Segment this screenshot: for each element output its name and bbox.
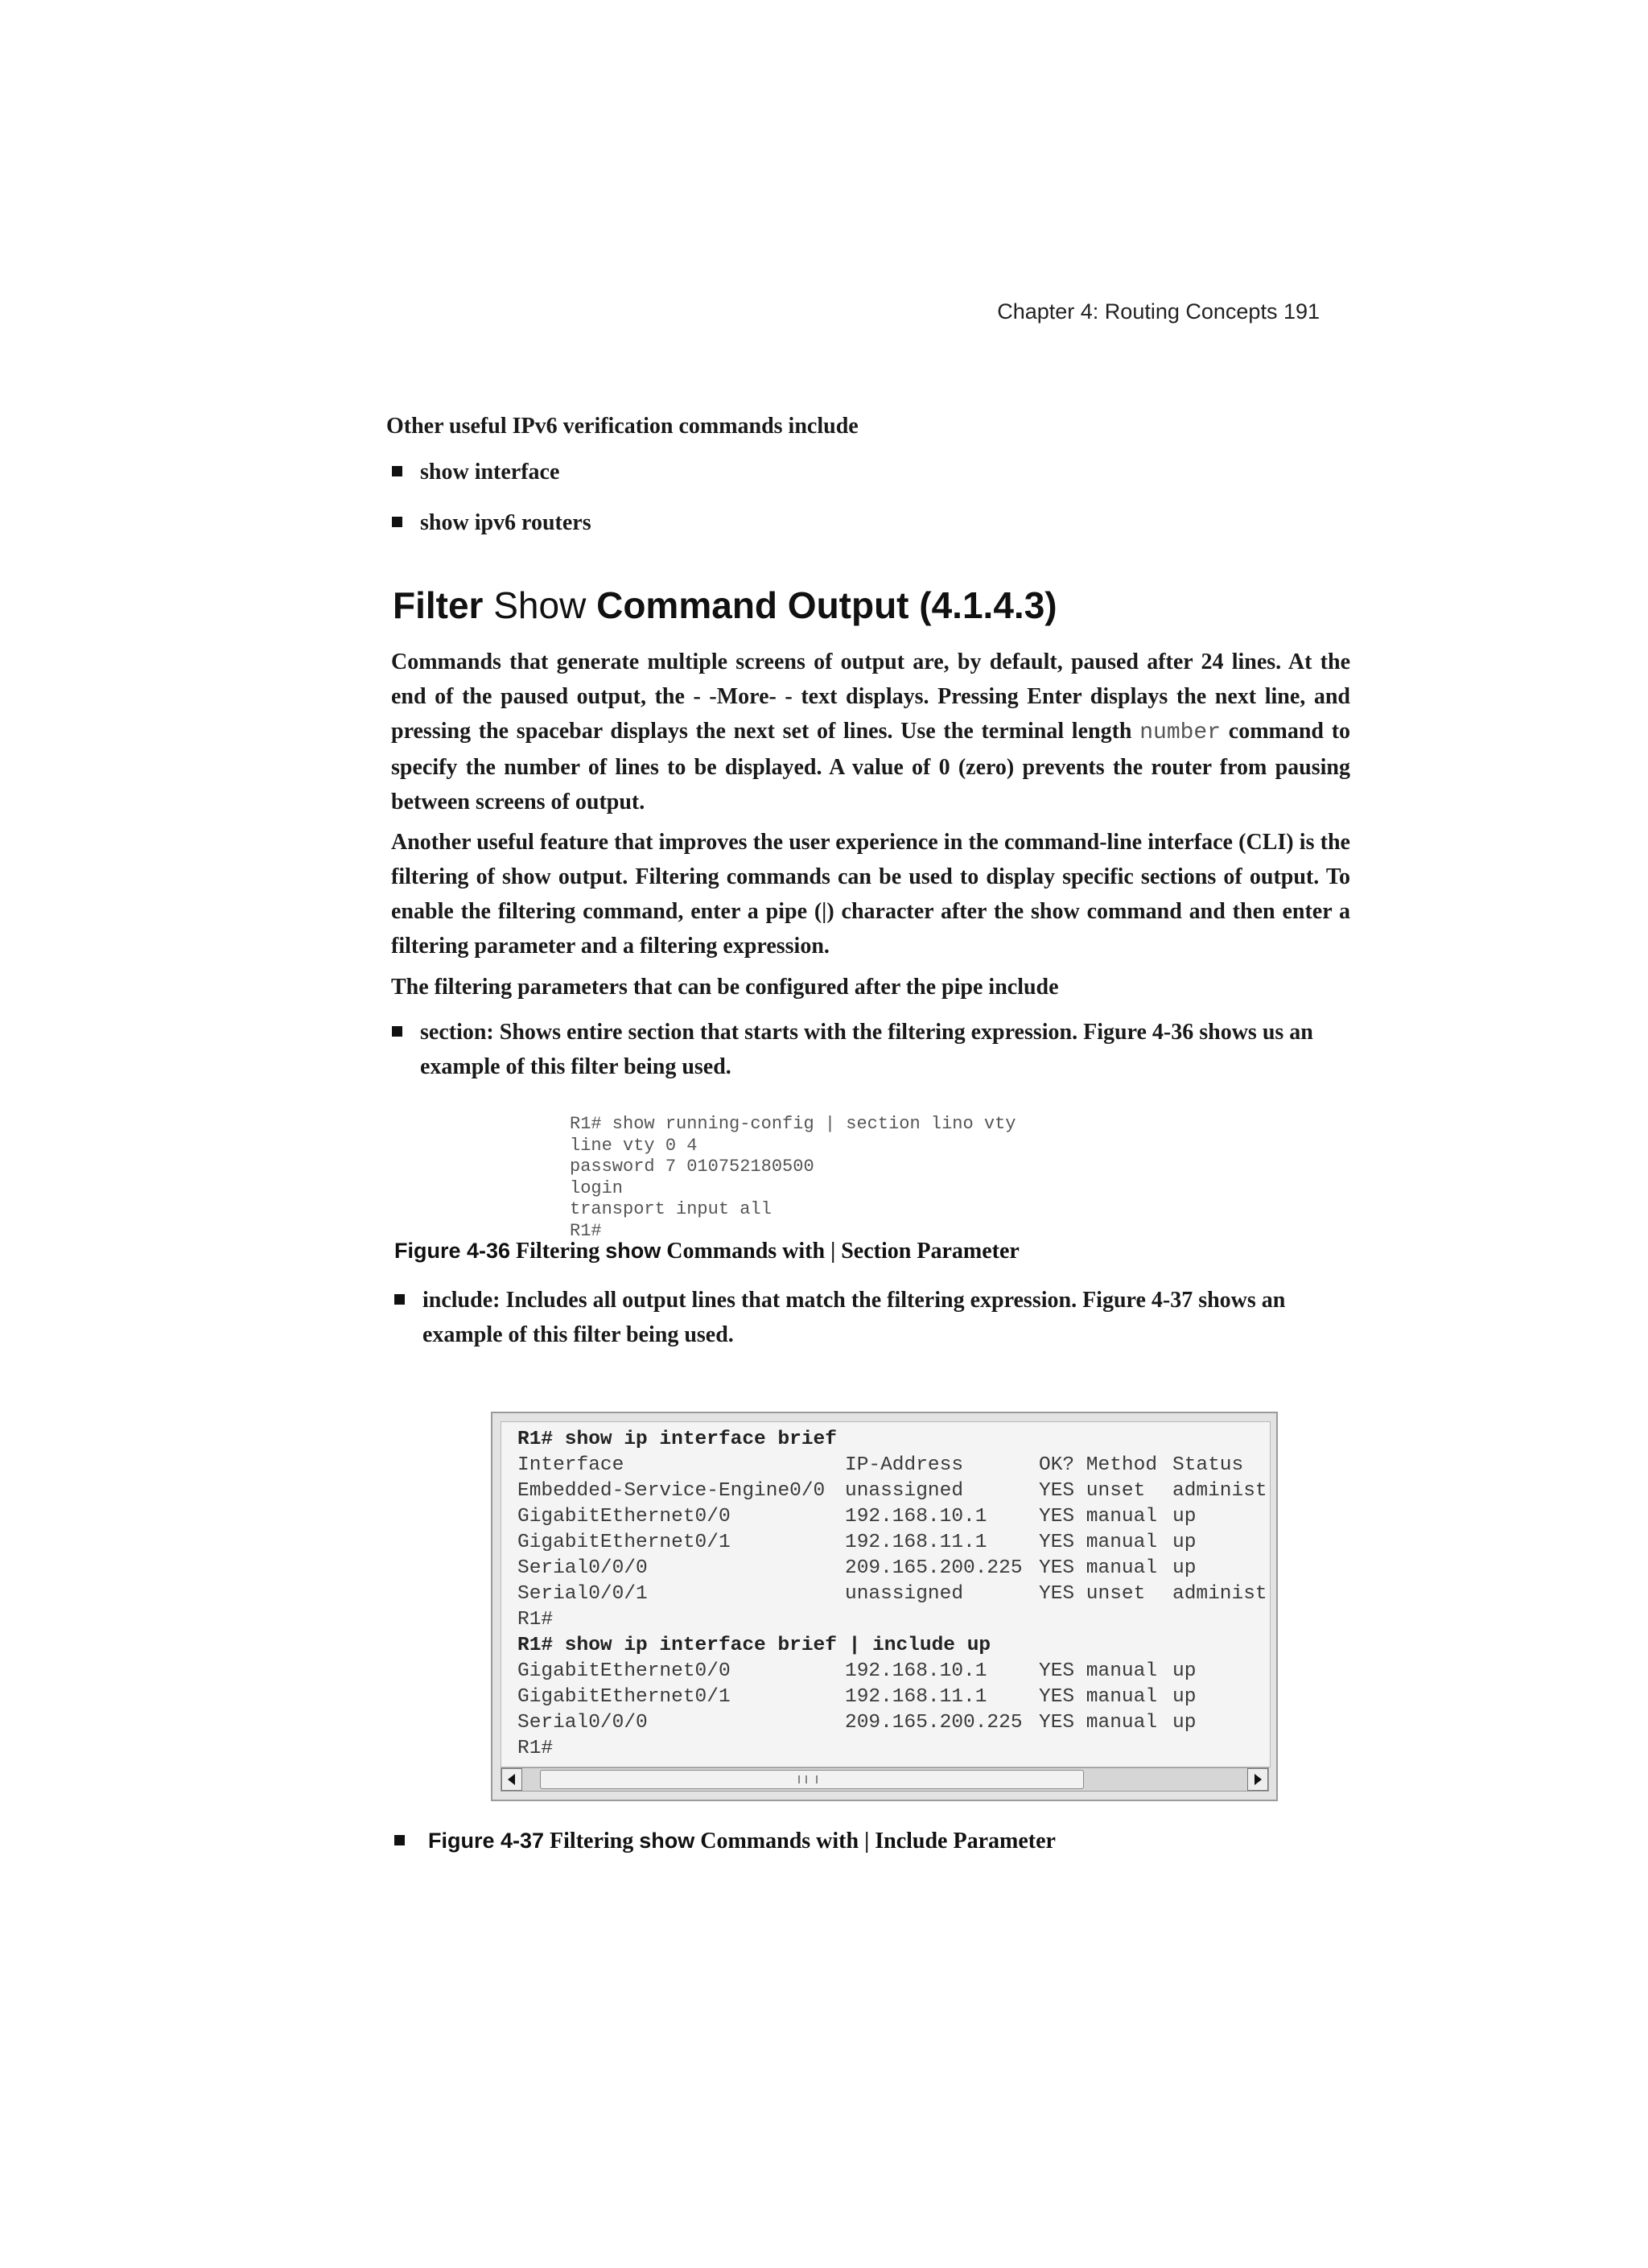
cell-ip: unassigned — [845, 1583, 964, 1605]
figure-4-36-text2: Commands with | Section Parameter — [666, 1239, 1020, 1264]
paragraph-filtering: Another useful feature that improves the user experience in the command-line interface (CLI) is the filtering of show output. Filtering commands can be used to display specific sections of output. To enable the filtering command, enter a pipe (|) character after the show command and then enter a filtering parameter and a filtering expression. — [391, 830, 1350, 959]
heading-part-output: Command Output (4.1.4.3) — [596, 584, 1057, 626]
cell-status: up — [1172, 1506, 1197, 1528]
figure-4-36-text1: Filtering — [516, 1239, 600, 1264]
cell-method: YES manual — [1039, 1712, 1158, 1734]
cell-method: YES manual — [1039, 1686, 1158, 1708]
cell-status: up — [1172, 1660, 1197, 1682]
section-heading — [393, 583, 1057, 627]
cell-interface: Serial0/0/0 — [517, 1712, 648, 1734]
bullet-include — [394, 1283, 1360, 1352]
bullet-square-icon — [394, 1835, 405, 1845]
intro-bullet-2-text: show ipv6 routers — [420, 510, 591, 535]
bullet-square-icon — [392, 1026, 402, 1037]
cell-method: YES unset — [1039, 1480, 1146, 1502]
cell-ip: 192.168.10.1 — [845, 1660, 987, 1682]
cell-interface: Serial0/0/1 — [517, 1583, 648, 1605]
arrow-right-icon — [1253, 1774, 1263, 1785]
intro-bullet-1-text: show interface — [420, 460, 560, 485]
cell-method: YES manual — [1039, 1660, 1158, 1682]
bullet-section-text: section: Shows entire section that starts with the filtering expression. Figure 4-36 shows us an example of this filter being used. — [420, 1020, 1313, 1079]
running-head: Chapter 4: Routing Concepts 191 — [997, 299, 1320, 324]
figure-4-37-label: Figure 4-37 — [428, 1829, 545, 1853]
cell-ip: unassigned — [845, 1480, 964, 1502]
cell-ip: 209.165.200.225 — [845, 1712, 1023, 1734]
horizontal-scrollbar[interactable] — [501, 1767, 1269, 1792]
col-status: Status — [1172, 1454, 1244, 1476]
bullet-square-icon — [394, 1294, 405, 1305]
cell-status: administ — [1172, 1480, 1267, 1502]
terminal-prompt: R1# — [517, 1738, 554, 1759]
col-ok-method: OK? Method — [1039, 1454, 1158, 1476]
figure-4-36-label: Figure 4-36 — [394, 1239, 511, 1263]
cell-interface: GigabitEthernet0/1 — [517, 1686, 731, 1708]
cell-method: YES unset — [1039, 1583, 1146, 1605]
cell-method: YES manual — [1039, 1532, 1158, 1553]
cell-interface: Serial0/0/0 — [517, 1557, 648, 1579]
cell-method: YES manual — [1039, 1506, 1158, 1528]
arrow-left-icon — [507, 1774, 517, 1785]
terminal-output — [501, 1421, 1271, 1767]
code-block-running-config: R1# show running-config | section lino vty line vty 0 4 password 7 010752180500 login transport input all R1# — [570, 1114, 1016, 1241]
bullet-square-icon — [392, 517, 402, 527]
cell-interface: GigabitEthernet0/1 — [517, 1532, 731, 1553]
cell-interface: GigabitEthernet0/0 — [517, 1506, 731, 1528]
heading-part-filter: Filter — [393, 584, 484, 626]
figure-4-36-keyword: show — [605, 1239, 661, 1263]
terminal-command-1: R1# show ip interface brief — [517, 1429, 837, 1450]
intro-text: Other useful IPv6 verification commands include — [386, 414, 859, 439]
cell-ip: 209.165.200.225 — [845, 1557, 1023, 1579]
cell-interface: Embedded-Service-Engine0/0 — [517, 1480, 826, 1502]
terminal-window — [491, 1412, 1278, 1801]
inline-code-number: number — [1139, 720, 1222, 745]
figure-4-36-caption — [394, 1239, 1020, 1264]
scrollbar-grip-icon — [798, 1775, 818, 1783]
cell-ip: 192.168.10.1 — [845, 1506, 987, 1528]
cell-method: YES manual — [1039, 1557, 1158, 1579]
terminal-prompt: R1# — [517, 1609, 554, 1631]
bullet-include-text: include: Includes all output lines that match the filtering expression. Figure 4-37 shows an example of this filter being used. — [422, 1288, 1286, 1347]
paragraph-paging-text-a: Commands that generate multiple screens of output are, by default, paused after 24 lines. At the end of the paused output, the - -More- - text displays. Pressing Enter displays the next line, and pressing the spacebar displays the next set of lines. Use the terminal length — [391, 649, 1350, 744]
scroll-left-button[interactable] — [501, 1768, 522, 1791]
intro-bullet-1 — [392, 460, 559, 485]
cell-status: up — [1172, 1686, 1197, 1708]
cell-interface: GigabitEthernet0/0 — [517, 1660, 731, 1682]
scroll-right-button[interactable] — [1247, 1768, 1268, 1791]
col-interface: Interface — [517, 1454, 624, 1476]
figure-4-37-keyword: show — [639, 1829, 695, 1853]
cell-ip: 192.168.11.1 — [845, 1686, 987, 1708]
cell-status: administ — [1172, 1583, 1267, 1605]
cell-ip: 192.168.11.1 — [845, 1532, 987, 1553]
cell-status: up — [1172, 1532, 1197, 1553]
paragraph-paging — [391, 645, 1350, 819]
bullet-section — [392, 1015, 1341, 1084]
figure-4-37-text1: Filtering — [550, 1829, 634, 1854]
bullet-square-icon — [392, 466, 402, 476]
figure-4-37-text2: Commands with | Include Parameter — [700, 1829, 1056, 1854]
col-ip-address: IP-Address — [845, 1454, 964, 1476]
cell-status: up — [1172, 1557, 1197, 1579]
heading-part-show: Show — [493, 584, 587, 626]
intro-bullet-2 — [392, 510, 591, 536]
paragraph-paging-text-b: command to specify the number of lines to be displayed. A value of 0 (zero) prevents the router from pausing between screens of output. — [391, 719, 1351, 814]
cell-status: up — [1172, 1712, 1197, 1734]
figure-4-37-caption — [394, 1829, 1056, 1854]
terminal-command-2: R1# show ip interface brief | include up — [517, 1635, 991, 1656]
scrollbar-thumb[interactable] — [540, 1770, 1084, 1789]
paragraph-parameters: The filtering parameters that can be configured after the pipe include — [391, 975, 1059, 1000]
